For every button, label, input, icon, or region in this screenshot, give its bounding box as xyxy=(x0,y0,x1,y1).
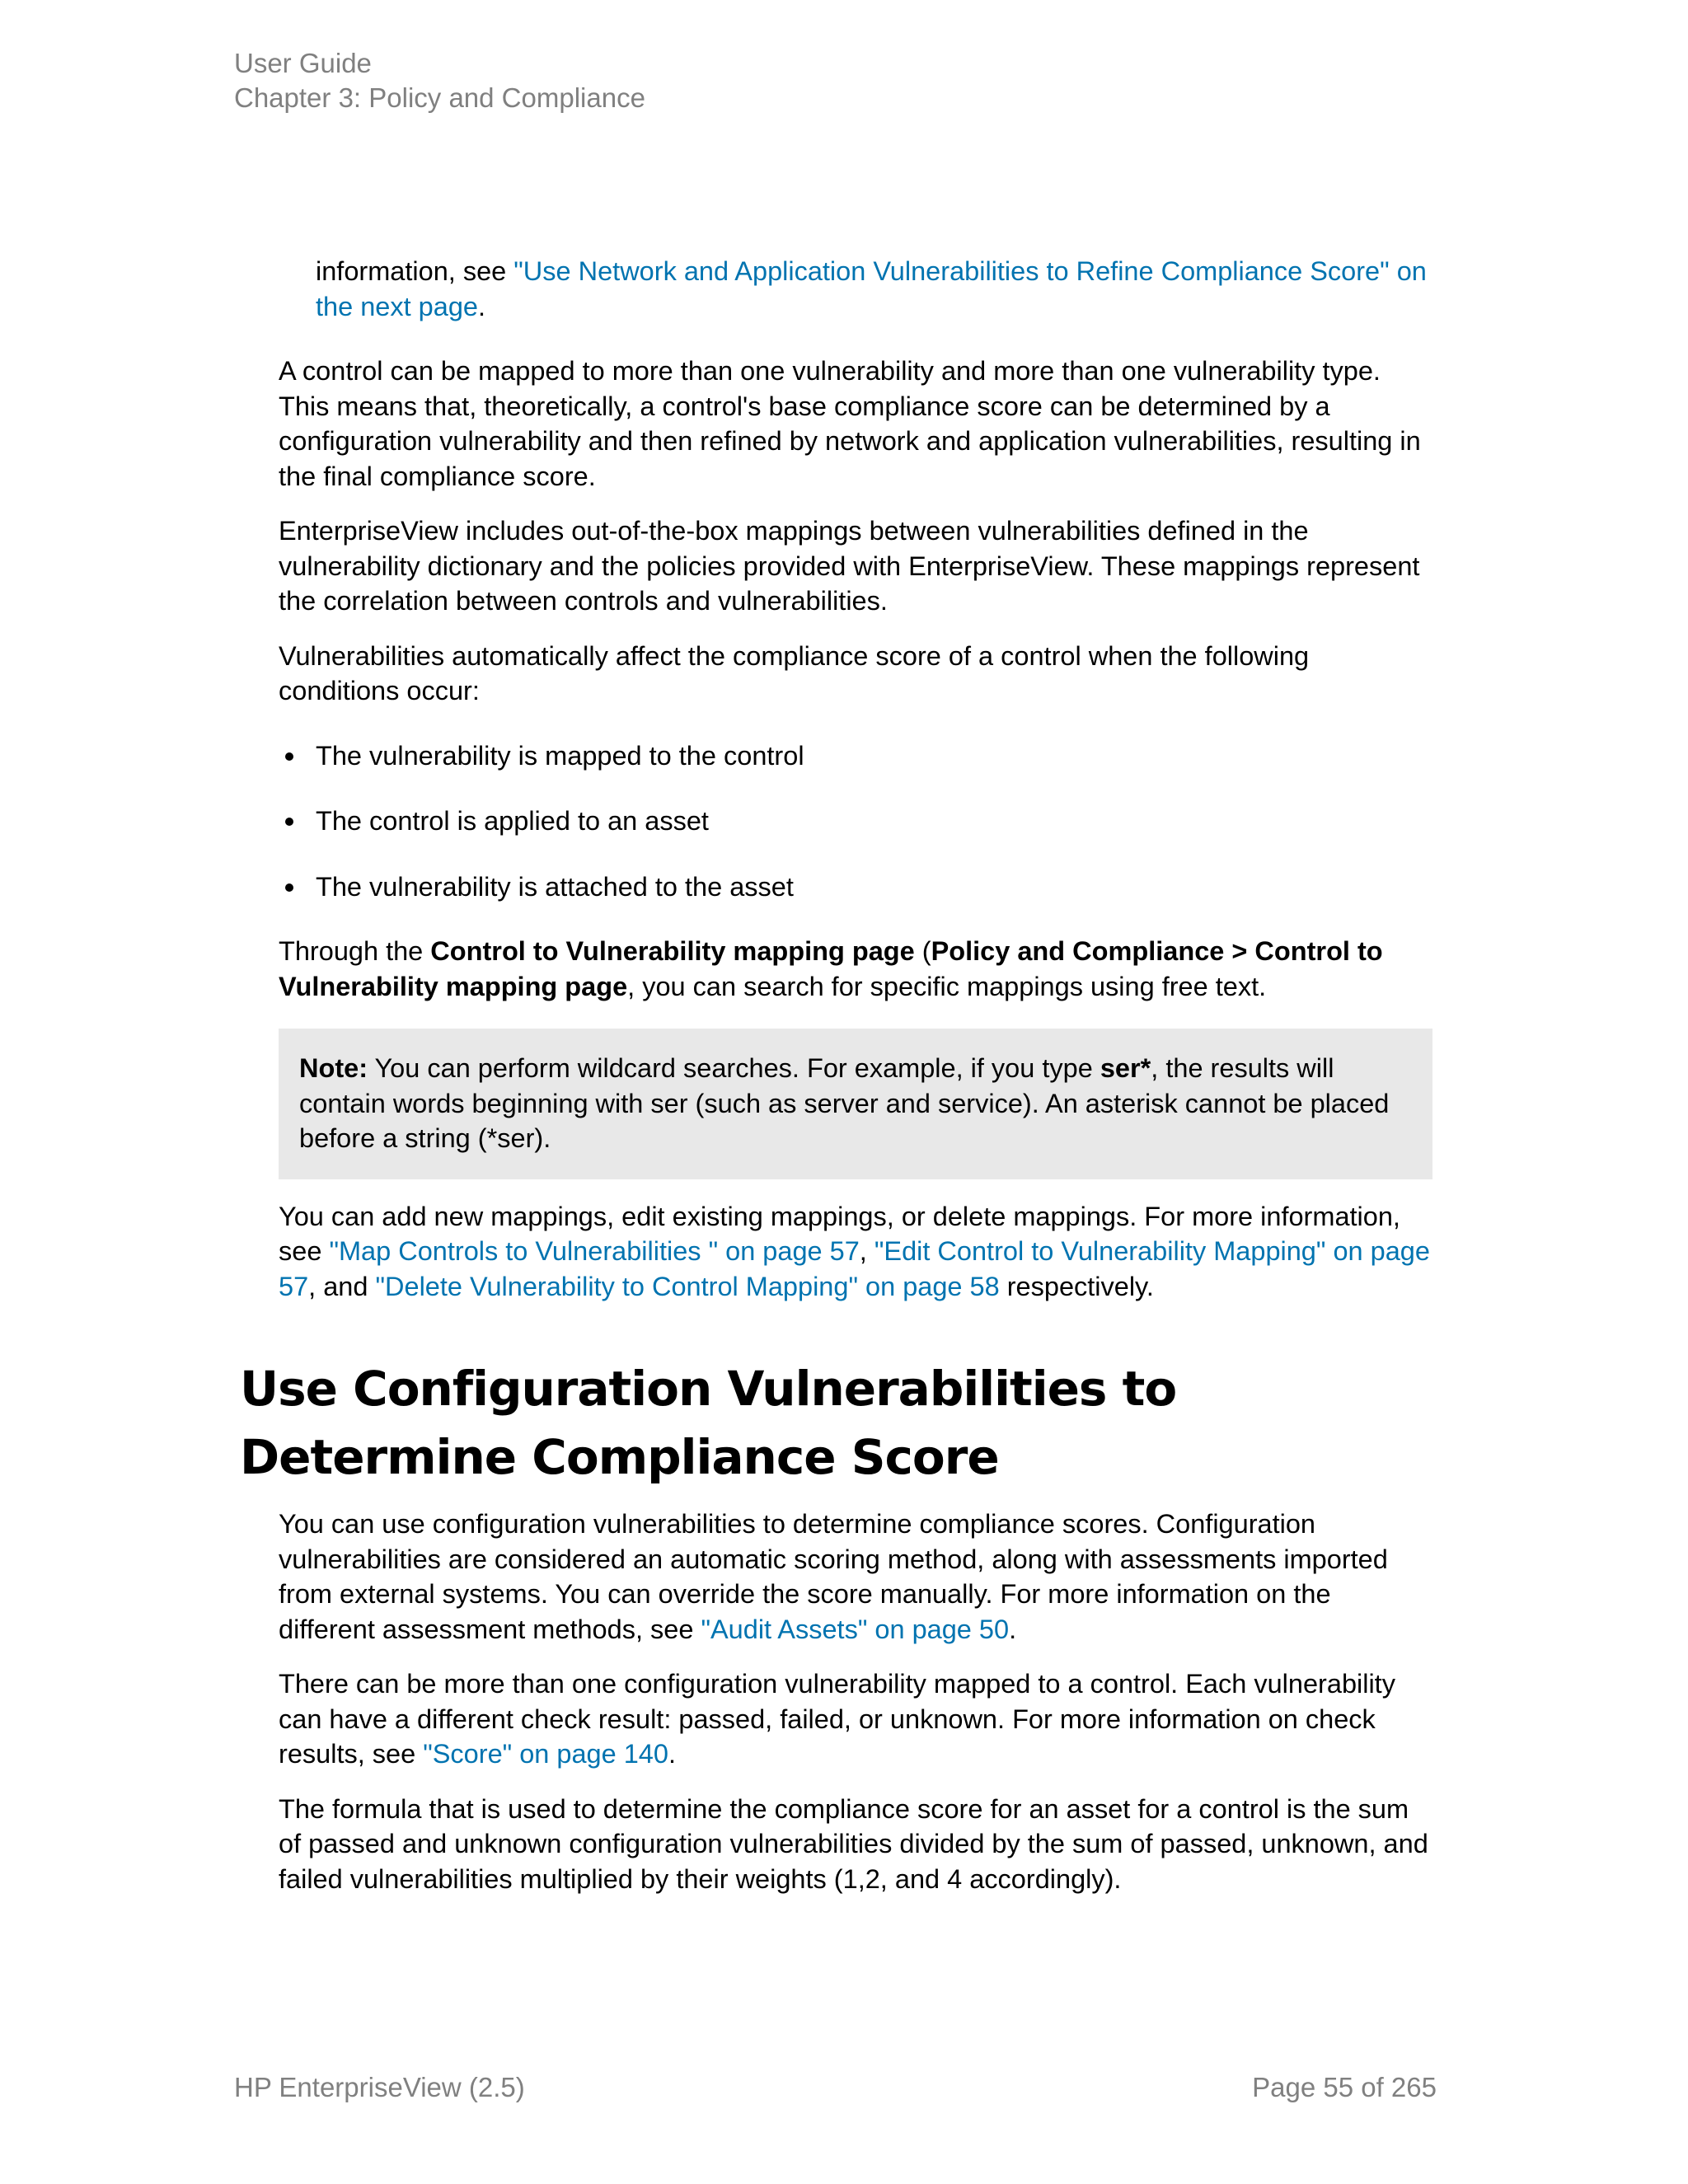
configuration-text-end: . xyxy=(1009,1614,1017,1644)
paragraph-mapping-types: A control can be mapped to more than one vulnerability and more than one vulnerability type. This means that, theoretically, a control's base compliance score can be determined by a configuration vulnerability and then refined by network and application vulnerabilities, resulting in the final compliance score. xyxy=(279,356,1421,491)
paragraph-manage-mappings xyxy=(279,1199,1432,1305)
header-chapter-title: Chapter 3: Policy and Compliance xyxy=(234,82,645,113)
list-item-text: The control is applied to an asset xyxy=(316,806,709,836)
paragraph-mapping-page xyxy=(279,934,1432,1004)
paragraph-out-of-box-mappings: EnterpriseView includes out-of-the-box mappings between vulnerabilities defined in the vulnerability dictionary and the policies provided with EnterpriseView. These mappings represent the correlation between controls and vulnerabilities. xyxy=(279,516,1420,616)
bullet-icon xyxy=(285,883,293,892)
footer-product-version: HP EnterpriseView (2.5) xyxy=(234,2072,525,2102)
mapping-page-text: , you can search for specific mappings using free text. xyxy=(627,971,1267,1001)
list-item xyxy=(279,804,1432,839)
list-item xyxy=(279,738,1432,774)
manage-mappings-text: respectively. xyxy=(999,1271,1154,1301)
page-body xyxy=(240,254,1432,1896)
check-results-text-end: . xyxy=(668,1739,676,1769)
mapping-page-navigation-path: Policy and Compliance > Control to Vulnerability mapping page xyxy=(279,936,1383,1001)
note-text: , the results will contain words beginning with ser (such as server and service). An asterisk cannot be placed before a string (*ser). xyxy=(299,1053,1390,1153)
link-map-controls-to-vulnerabilities[interactable]: "Map Controls to Vulnerabilities " on page 57 xyxy=(329,1236,860,1266)
list-item xyxy=(279,869,1432,905)
mapping-page-text: Through the xyxy=(279,936,431,966)
note-text: You can perform wildcard searches. For example, if you type xyxy=(368,1053,1100,1083)
mapping-page-text: ( xyxy=(914,936,931,966)
configuration-text: You can use configuration vulnerabilities to determine compliance scores. Configuration vulnerabilities are considered an automatic scoring method, along with assessments imported from external systems. You can override the score manually. For more information on the different assessment methods, see xyxy=(279,1509,1388,1644)
running-header xyxy=(234,46,645,115)
continued-text-end: . xyxy=(477,291,485,321)
link-score[interactable]: "Score" on page 140 xyxy=(423,1739,668,1769)
list-item-text: The vulnerability is mapped to the control xyxy=(316,740,804,771)
list-item-text: The vulnerability is attached to the asset xyxy=(316,871,794,902)
paragraph-check-results xyxy=(279,1666,1432,1772)
link-delete-vulnerability-to-control-mapping[interactable]: "Delete Vulnerability to Control Mapping" on page 58 xyxy=(375,1271,1000,1301)
note-label: Note: xyxy=(299,1053,368,1083)
manage-mappings-text: You can add new mappings, edit existing mappings, or delete mappings. For more information, see xyxy=(279,1201,1400,1266)
conditions-list xyxy=(279,738,1432,905)
header-document-title: User Guide xyxy=(234,48,372,78)
continued-paragraph xyxy=(279,254,1432,324)
note-box xyxy=(279,1029,1432,1179)
link-edit-control-to-vulnerability-mapping[interactable]: "Edit Control to Vulnerability Mapping" on page 57 xyxy=(279,1236,1430,1301)
footer-page-number: Page 55 of 265 xyxy=(1252,2072,1437,2102)
section-heading: Use Configuration Vulnerabilities to Determine Compliance Score xyxy=(240,1361,1177,1485)
paragraph-formula: The formula that is used to determine the compliance score for an asset for a control is the sum of passed and unknown configuration vulnerabilities divided by the sum of passed, unknown, and failed vulnerabilities multiplied by their weights (1,2, and 4 accordingly). xyxy=(279,1793,1428,1894)
bullet-icon xyxy=(285,818,293,826)
manage-mappings-text: , and xyxy=(308,1271,376,1301)
link-network-application-vulnerabilities[interactable]: "Use Network and Application Vulnerabilities to Refine Compliance Score" on the next page xyxy=(316,256,1427,321)
mapping-page-name: Control to Vulnerability mapping page xyxy=(430,936,915,966)
link-audit-assets[interactable]: "Audit Assets" on page 50 xyxy=(701,1614,1010,1644)
bullet-icon xyxy=(285,752,293,761)
paragraph-conditions-intro: Vulnerabilities automatically affect the compliance score of a control when the following conditions occur: xyxy=(279,640,1310,705)
check-results-text: There can be more than one configuration vulnerability mapped to a control. Each vulnerability can have a different check result: passed, failed, or unknown. For more information on check results, see xyxy=(279,1669,1395,1769)
paragraph-configuration-vulnerabilities xyxy=(279,1507,1432,1647)
manage-mappings-text: , xyxy=(859,1236,874,1266)
continued-text: information, see xyxy=(316,256,514,286)
note-wildcard-example: ser* xyxy=(1100,1053,1151,1083)
